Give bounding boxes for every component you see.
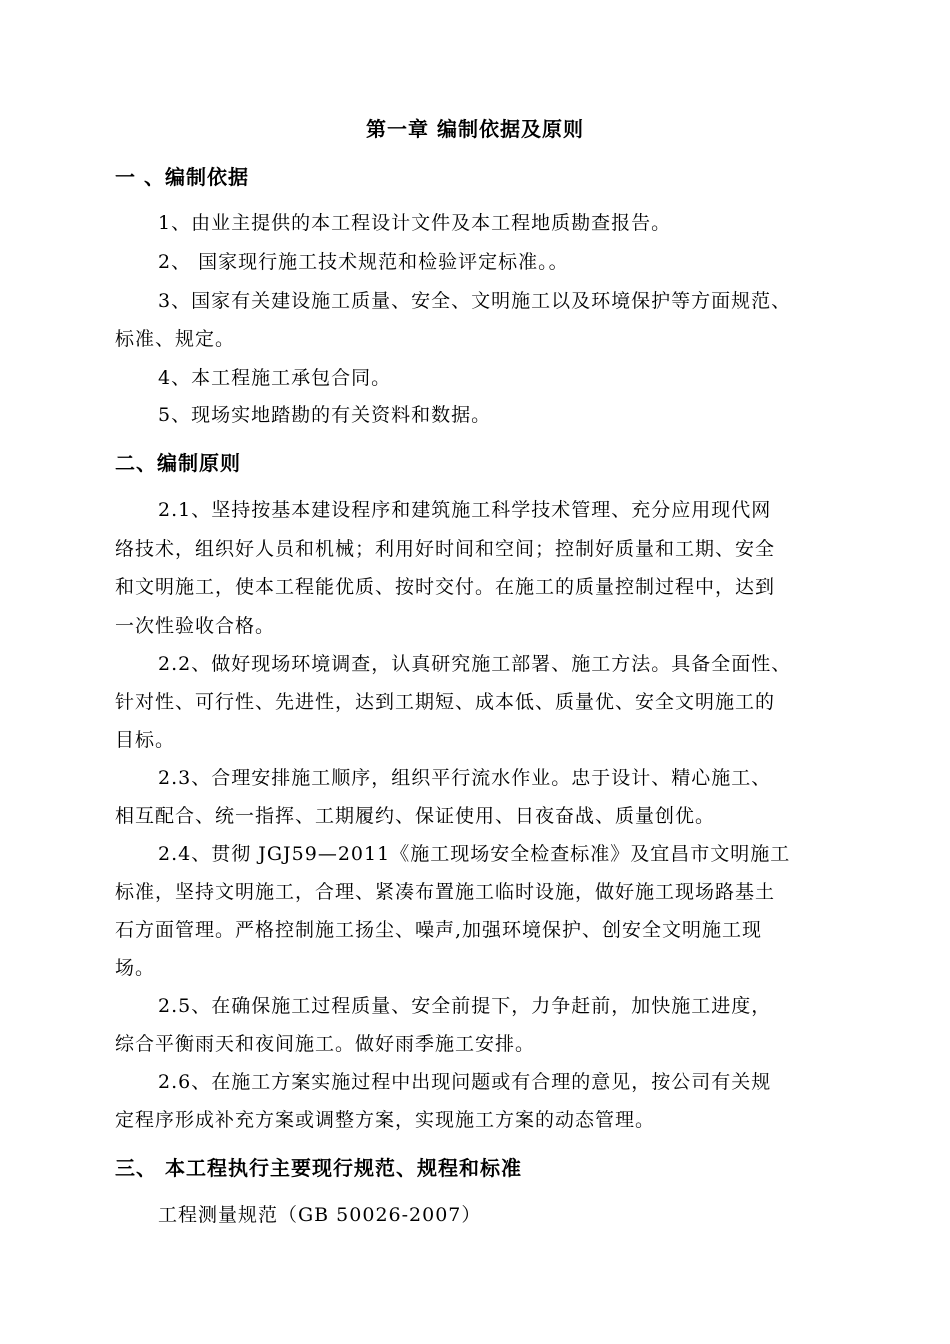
basis-item-4: 4、本工程施工承包合同。 [158,367,392,389]
principle-line: 标准，坚持文明施工，合理、紧凑布置施工临时设施，做好施工现场路基土 [115,881,776,903]
principle-line: 2.1、坚持按基本建设程序和建筑施工科学技术管理、充分应用现代网 [158,499,772,521]
principle-line: 目标。 [115,729,176,751]
basis-item-3: 3、国家有关建设施工质量、安全、文明施工以及环境保护等方面规范、 [158,290,792,312]
principle-line: 2.5、在确保施工过程质量、安全前提下，力争赶前，加快施工进度， [158,995,772,1017]
principle-line: 2.4、贯彻 JGJ59—2011《施工现场安全检查标准》及宜昌市文明施工 [158,843,791,865]
basis-item-1: 1、由业主提供的本工程设计文件及本工程地质勘查报告。 [158,212,672,234]
principle-line: 2.3、合理安排施工顺序，组织平行流水作业。忠于设计、精心施工、 [158,767,772,789]
basis-item-3-continued: 标准、规定。 [115,328,236,350]
principle-line: 定程序形成补充方案或调整方案，实现施工方案的动态管理。 [115,1109,656,1131]
principle-line: 综合平衡雨天和夜间施工。做好雨季施工安排。 [115,1033,536,1055]
principle-line: 一次性验收合格。 [115,615,276,637]
standard-item: 工程测量规范（GB 50026-2007） [158,1204,482,1226]
basis-item-2: 2、 国家现行施工技术规范和检验评定标准。。 [158,251,569,273]
principle-line: 相互配合、统一指挥、工期履约、保证使用、日夜奋战、质量创优。 [115,805,716,827]
section-heading-basis: 一 、编制依据 [115,165,249,189]
section-heading-principles: 二、编制原则 [115,451,241,475]
principle-line: 场。 [115,957,156,979]
basis-item-5: 5、现场实地踏勘的有关资料和数据。 [158,404,492,426]
principle-line: 2.2、做好现场环境调查，认真研究施工部署、施工方法。具备全面性、 [158,653,792,675]
principle-line: 和文明施工，使本工程能优质、按时交付。在施工的质量控制过程中，达到 [115,576,776,598]
chapter-title: 第一章 编制依据及原则 [366,117,584,141]
principle-line: 2.6、在施工方案实施过程中出现问题或有合理的意见，按公司有关规 [158,1071,772,1093]
principle-line: 石方面管理。严格控制施工扬尘、噪声,加强环境保护、创安全文明施工现 [115,919,763,941]
principle-line: 针对性、可行性、先进性，达到工期短、成本低、质量优、安全文明施工的 [115,691,776,713]
principle-line: 络技术，组织好人员和机械；利用好时间和空间；控制好质量和工期、安全 [115,538,776,560]
section-heading-standards: 三、 本工程执行主要现行规范、规程和标准 [115,1156,522,1180]
